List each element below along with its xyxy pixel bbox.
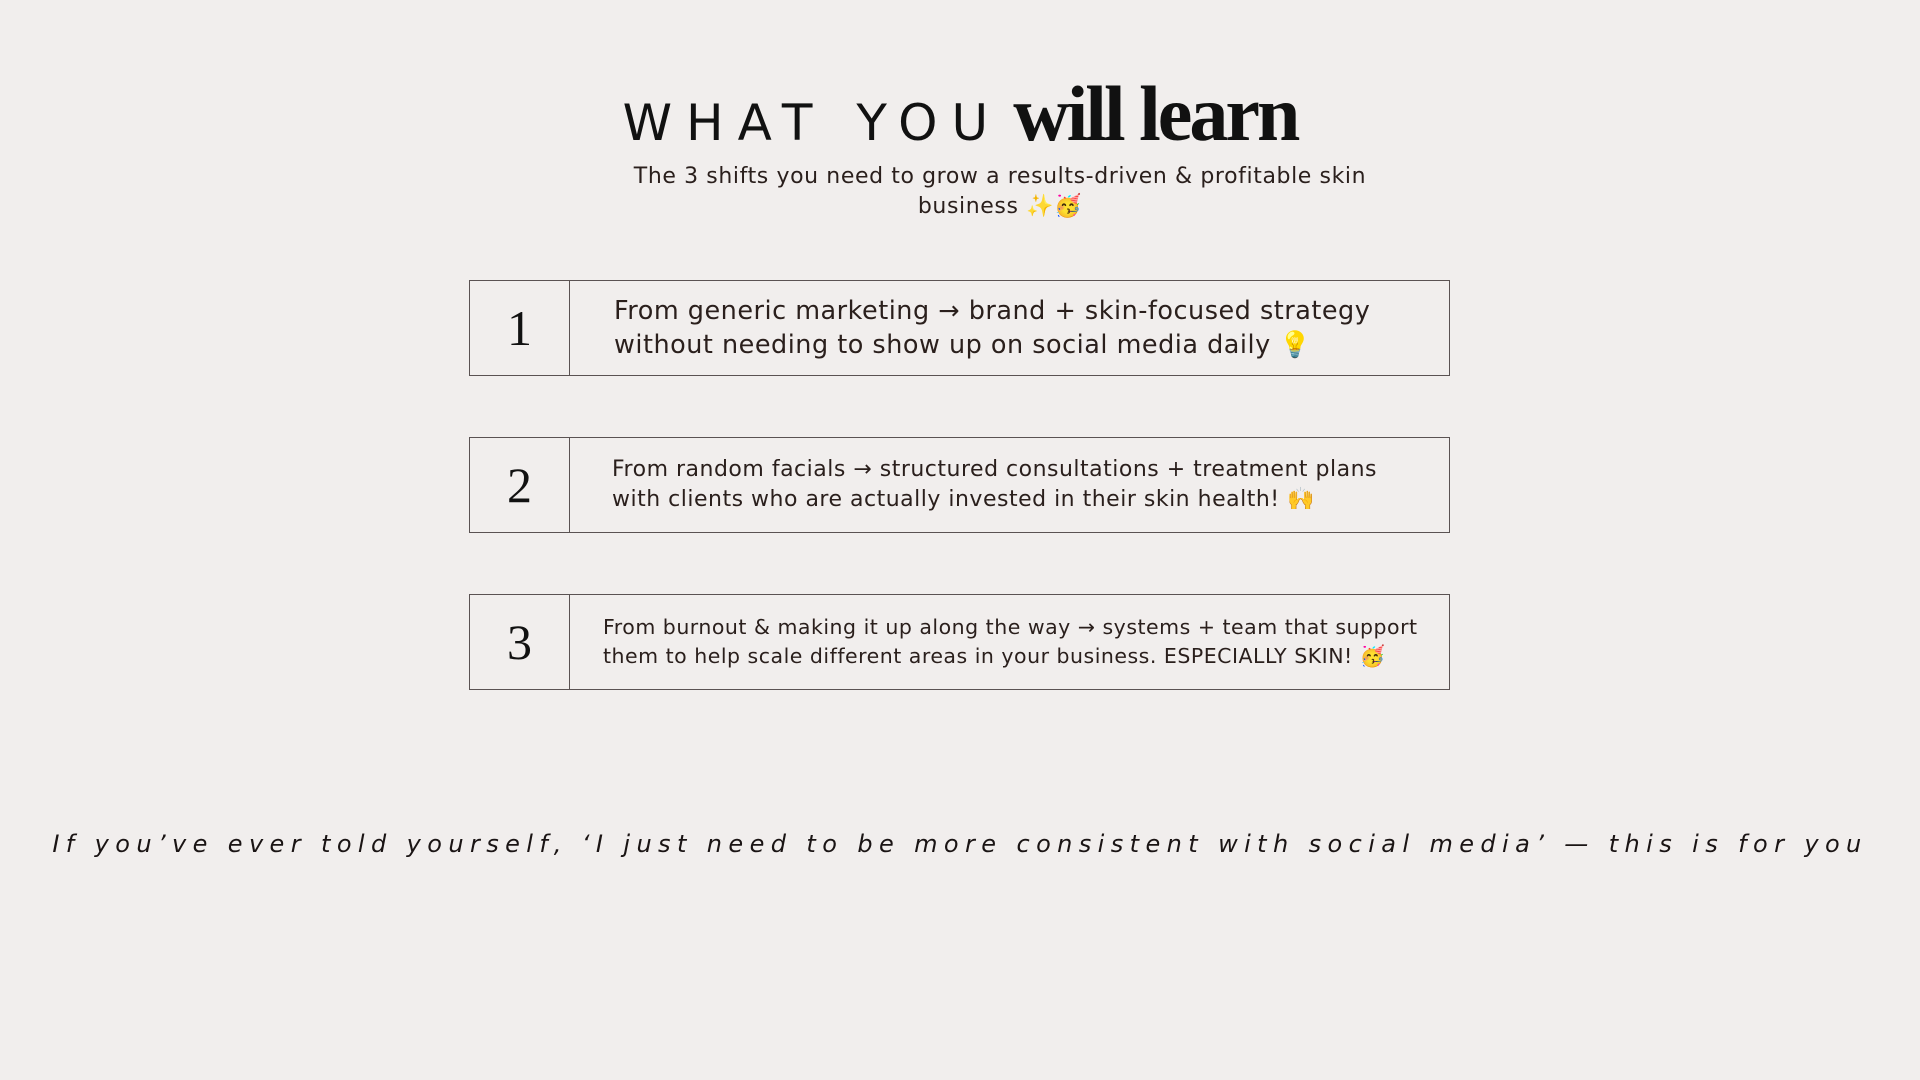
step-description: From random facials → structured consultations + treatment plans with clients who are actually invested in their skin health! 🙌 bbox=[612, 457, 1377, 512]
tagline: If you’ve ever told yourself, ‘I just need to be more consistent with social media’ — this is for you bbox=[52, 830, 1868, 858]
title-script-text: will learn bbox=[1013, 70, 1298, 158]
step-number: 1 bbox=[470, 281, 570, 375]
subtitle: The 3 shifts you need to grow a results-driven & profitable skin business ✨🥳 bbox=[633, 164, 1367, 219]
step-card-2 bbox=[469, 437, 1450, 533]
step-card-3 bbox=[469, 594, 1450, 690]
step-card-1 bbox=[469, 280, 1450, 376]
step-description: From generic marketing → brand + skin-focused strategy without needing to show up on social media daily 💡 bbox=[614, 296, 1371, 360]
step-number: 2 bbox=[470, 438, 570, 532]
title-caps-text: WHAT YOU bbox=[622, 94, 1003, 153]
step-number: 3 bbox=[470, 595, 570, 689]
step-description: From burnout & making it up along the way → systems + team that support them to help scale different areas in your business. ESPECIALLY SKIN! 🥳 bbox=[603, 615, 1418, 668]
page-title bbox=[0, 69, 1920, 159]
